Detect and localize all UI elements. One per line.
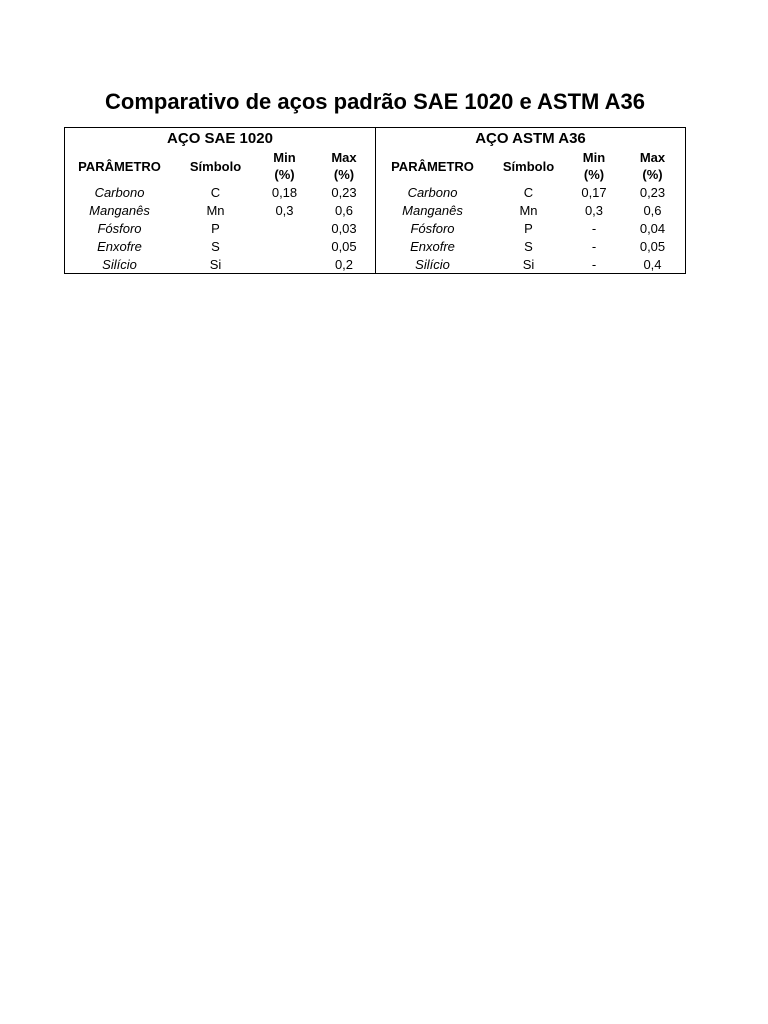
- table-row: [65, 202, 376, 220]
- sae-1020-table: [65, 148, 376, 274]
- cell-parametro: Fósforo: [410, 221, 455, 236]
- cell-min: [257, 238, 312, 256]
- cell-simbolo: C: [523, 185, 534, 200]
- header-max-line1: Max: [331, 150, 357, 165]
- table-row: [376, 256, 685, 274]
- header-simbolo: Símbolo: [502, 158, 555, 174]
- cell-parametro: Enxofre: [97, 239, 142, 254]
- cell-parametro: Enxofre: [410, 239, 455, 254]
- astm-a36-table: [376, 148, 685, 274]
- astm-a36-block: [376, 128, 685, 273]
- page-title: Comparativo de aços padrão SAE 1020 e ASTM A36: [105, 89, 645, 114]
- cell-parametro: Silício: [102, 257, 137, 272]
- cell-max: 0,05: [331, 239, 357, 254]
- cell-max: 0,23: [639, 185, 666, 200]
- cell-simbolo: S: [524, 239, 533, 254]
- header-max-line1: Max: [639, 150, 666, 165]
- cell-max: 0,6: [643, 203, 662, 218]
- cell-parametro: Silício: [415, 257, 450, 272]
- cell-max: 0,04: [639, 221, 666, 236]
- cell-min: 0,3: [584, 203, 604, 218]
- header-min-line2: (%): [583, 167, 605, 182]
- cell-min: 0,18: [271, 185, 298, 200]
- cell-simbolo: Mn: [519, 203, 538, 218]
- cell-max: 0,23: [331, 185, 357, 200]
- comparison-sheet: [64, 127, 686, 274]
- cell-min: 0,3: [275, 203, 294, 218]
- header-max-line2: (%): [333, 167, 355, 182]
- cell-min: 0,17: [581, 185, 607, 200]
- table-row: [65, 220, 376, 238]
- cell-parametro: Carbono: [94, 185, 145, 200]
- table-header-row: [65, 148, 376, 184]
- cell-min: -: [591, 239, 597, 254]
- cell-max: 0,05: [639, 239, 666, 254]
- header-max: [312, 148, 376, 184]
- cell-simbolo: Si: [522, 257, 535, 272]
- header-min: [568, 148, 620, 184]
- table-row: [376, 202, 685, 220]
- cell-max: 0,03: [331, 221, 357, 236]
- header-min-line2: (%): [274, 167, 295, 182]
- table-row: [376, 238, 685, 256]
- cell-parametro: Carbono: [407, 185, 458, 200]
- header-min: [257, 148, 312, 184]
- cell-parametro: Manganês: [89, 203, 150, 218]
- cell-min: -: [591, 257, 597, 272]
- table-row: [65, 238, 376, 256]
- cell-max: 0,2: [334, 257, 354, 272]
- header-min-line1: Min: [582, 150, 606, 165]
- cell-min: -: [591, 221, 597, 236]
- header-min-line1: Min: [273, 150, 296, 165]
- cell-max: 0,6: [334, 203, 354, 218]
- cell-min: [257, 256, 312, 274]
- cell-simbolo: P: [524, 221, 533, 236]
- cell-parametro: Manganês: [402, 203, 463, 218]
- table-row: [65, 184, 376, 202]
- table-row: [376, 184, 685, 202]
- header-max: [620, 148, 685, 184]
- cell-min: [257, 220, 312, 238]
- sae-1020-title: AÇO SAE 1020: [167, 130, 273, 147]
- header-max-line2: (%): [642, 167, 663, 182]
- table-header-row: [376, 148, 685, 184]
- cell-parametro: Fósforo: [97, 221, 142, 236]
- table-row: [376, 220, 685, 238]
- cell-max: 0,4: [643, 257, 662, 272]
- cell-simbolo: C: [210, 185, 221, 200]
- cell-simbolo: P: [211, 221, 220, 236]
- sae-1020-block: [65, 128, 376, 273]
- cell-simbolo: S: [211, 239, 220, 254]
- cell-simbolo: Mn: [206, 203, 225, 218]
- table-row: [65, 256, 376, 274]
- cell-simbolo: Si: [209, 257, 222, 272]
- header-simbolo: Símbolo: [189, 158, 242, 174]
- header-parametro: PARÂMETRO: [391, 158, 474, 174]
- header-parametro: PARÂMETRO: [78, 158, 161, 174]
- astm-a36-title: AÇO ASTM A36: [475, 130, 586, 147]
